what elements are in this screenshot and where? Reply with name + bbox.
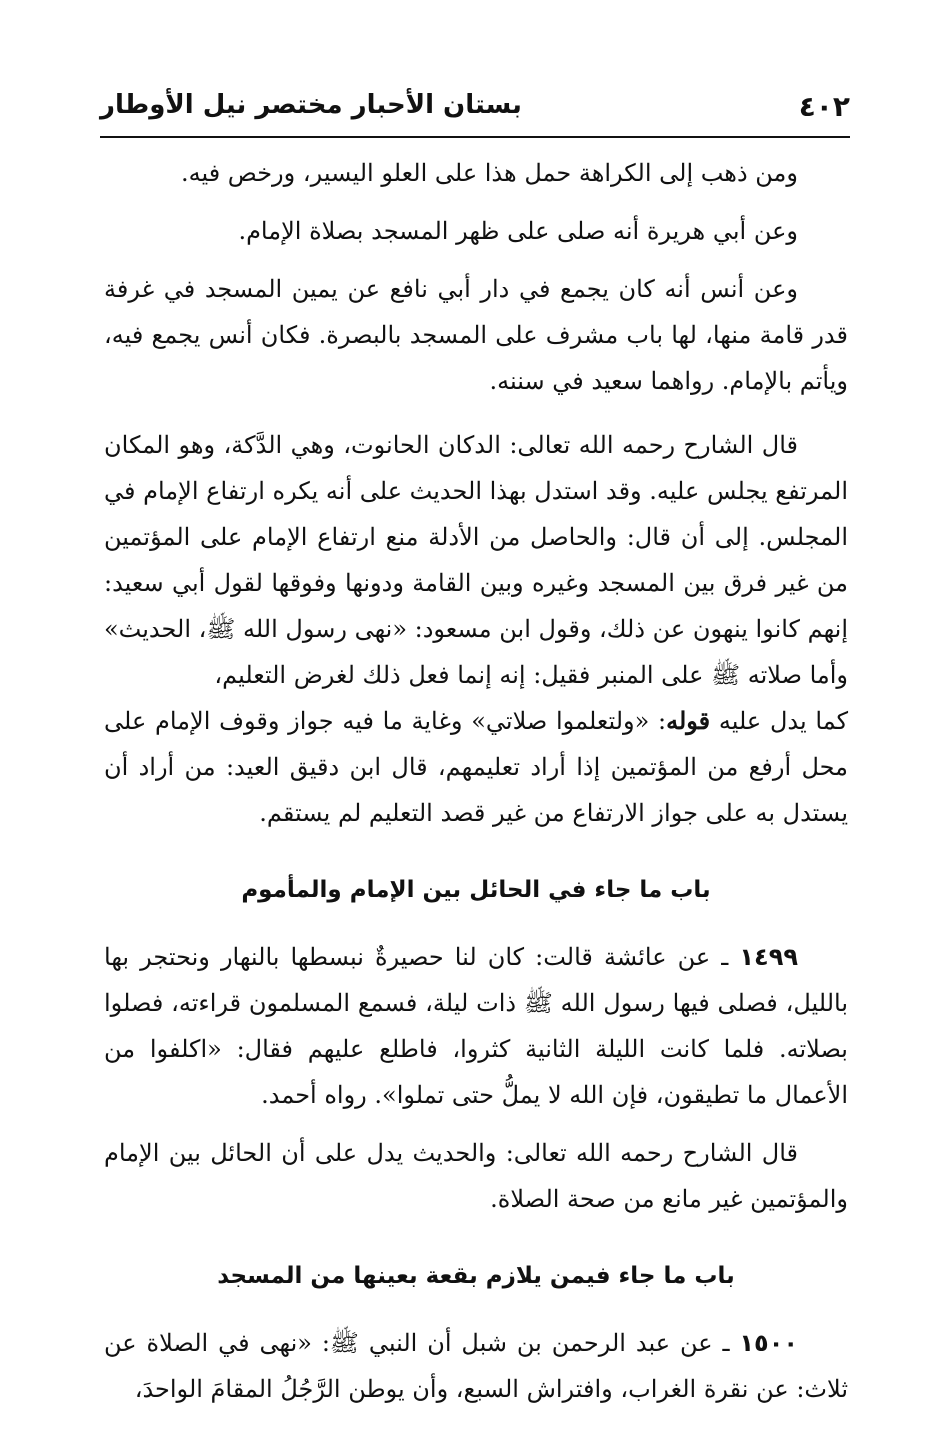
- page-header: [100, 86, 850, 138]
- paragraph-4: قال الشارح رحمه الله تعالى: الدكان الحانوت، وهي الدَّكة، وهو المكان المرتفع يجلس عليه. وقد استدل بهذا الحديث على أنه يكره ارتفاع الإمام في المجلس. إلى أن قال: والحاصل من الأدلة منع ارتفاع الإمام على المؤتمين من غير فرق بين المسجد وغيره وبين القامة ودونها وفوقها لقول أبي سعيد: إنهم كانوا ينهون عن ذلك، وقول ابن مسعود: «نهى رسول الله ﷺ، الحديث» وأما صلاته ﷺ على المنبر فقيل: إنه إنما فعل ذلك لغرض التعليم،: [103, 431, 848, 689]
- paragraph-5-lead: كما يدل عليه: [710, 707, 848, 735]
- hadith-text-1499: ـ عن عائشة قالت: كان لنا حصيرةٌ نبسطها بالنهار ونحتجر بها بالليل، فصلى فيها رسول الله ﷺ ذات ليلة، فسمع المسلمون قراءته، فصلوا بصلاته. فلما كانت الليلة الثانية كثروا، فاطلع عليهم فقال: «اكلفوا من الأعمال ما تطيقون، فإن الله لا يملُّ حتى تملوا». رواه أحمد.: [104, 943, 848, 1109]
- hadith-1500: [104, 1320, 848, 1412]
- paragraph-5: [104, 698, 848, 836]
- paragraph-2: وعن أبي هريرة أنه صلى على ظهر المسجد بصلاة الإمام.: [238, 217, 798, 245]
- running-title: بستان الأحبار مختصر نيل الأوطار: [100, 90, 522, 120]
- section-heading-barrier: باب ما جاء في الحائل بين الإمام والمأموم: [241, 877, 711, 903]
- page-body: [104, 150, 848, 1430]
- paragraph-5-bold: قوله: [666, 706, 711, 735]
- hadith-number-1499: ١٤٩٩: [739, 943, 798, 971]
- paragraph-3: وعن أنس أنه كان يجمع في دار أبي نافع عن يمين المسجد في غرفة قدر قامة منها، لها باب مشرف على المسجد بالبصرة. فكان أنس يجمع فيه، ويأتم بالإمام. رواهما سعيد في سننه.: [104, 275, 848, 395]
- hadith-text-1500: ـ عن عبد الرحمن بن شبل أن النبي ﷺ: «نهى في الصلاة عن ثلاث: عن نقرة الغراب، وافتراش السبع، وأن يوطن الرَّجُلُ المقامَ الواحدَ،: [104, 1329, 848, 1403]
- hadith-number-1500: ١٥٠٠: [739, 1329, 798, 1357]
- paragraph-1: ومن ذهب إلى الكراهة حمل هذا على العلو اليسير، ورخص فيه.: [180, 159, 798, 187]
- hadith-1499: [104, 934, 848, 1118]
- paragraph-5-rest: : «ولتعلموا صلاتي» وغاية ما فيه جواز وقوف الإمام على محل أرفع من المؤتمين إذا أراد تعليمهم، قال ابن دقيق العيد: من أراد أن يستدل به على جواز الارتفاع من غير قصد التعليم لم يستقم.: [104, 707, 848, 827]
- page-number: ٤٠٢: [798, 90, 850, 123]
- commentary-1499: قال الشارح رحمه الله تعالى: والحديث يدل على أن الحائل بين الإمام والمؤتمين غير مانع من صحة الصلاة.: [104, 1139, 848, 1213]
- section-heading-fixed-spot: باب ما جاء فيمن يلازم بقعة بعينها من المسجد: [217, 1263, 735, 1289]
